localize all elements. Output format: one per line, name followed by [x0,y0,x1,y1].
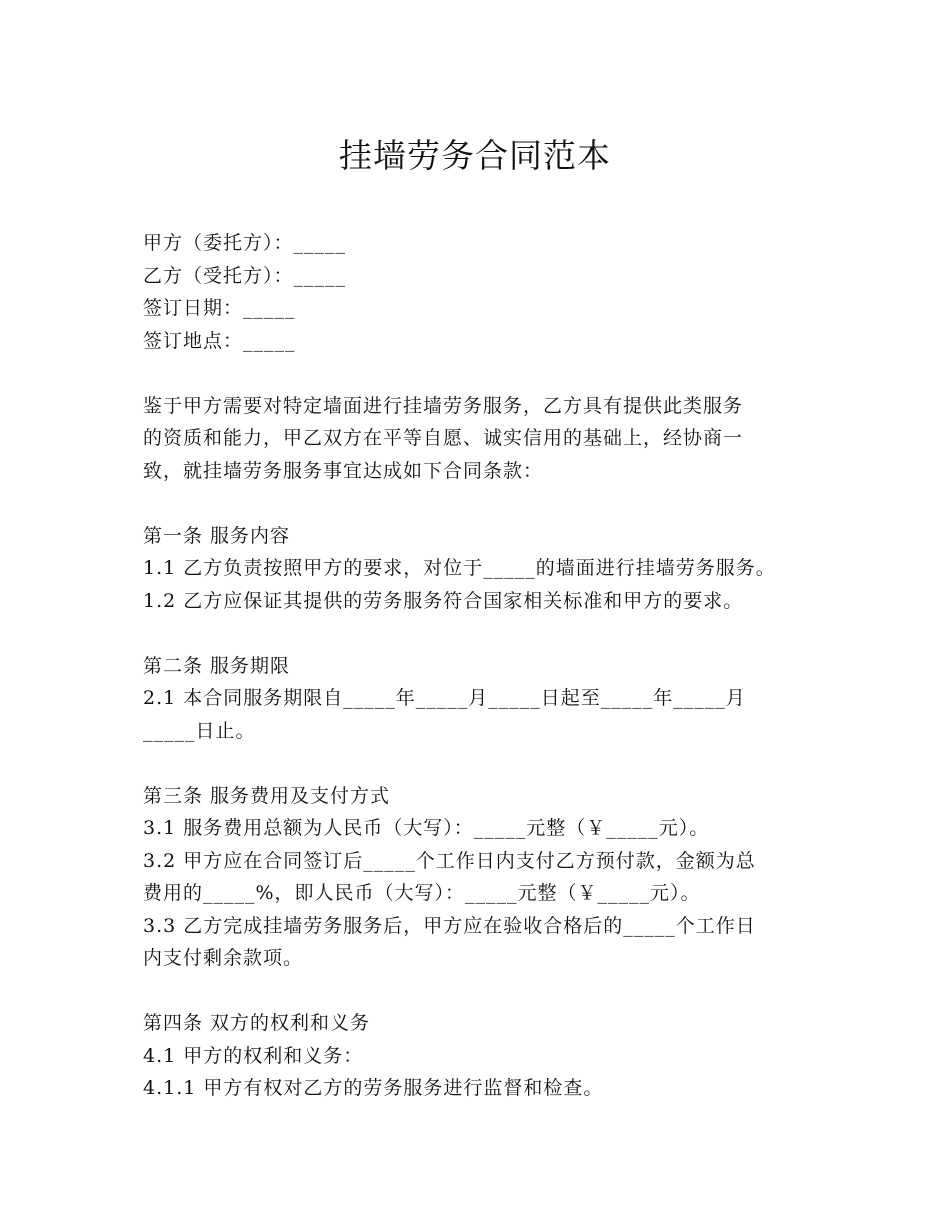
preamble-line: 的资质和能力，甲乙双方在平等自愿、诚实信用的基础上，经协商一 [143,427,744,449]
spacer [143,617,823,650]
signing-date-line: 签订日期：_____ [143,297,296,319]
clause-line: 费用的_____%，即人民币（大写）：_____元整（￥_____元）。 [143,882,701,904]
article-4-heading: 第四条 双方的权利和义务 [143,1012,371,1034]
spacer [143,487,823,520]
clause-line: 1.2 乙方应保证其提供的劳务服务符合国家相关标准和甲方的要求。 [143,589,744,612]
clause-line: 内支付剩余款项。 [143,947,304,969]
clause-line: 4.1.1 甲方有权对乙方的劳务服务进行监督和检查。 [143,1077,604,1099]
clause-line: _____日止。 [143,719,256,742]
clause-line: 2.1 本合同服务期限自_____年_____月_____日起至_____年_____月 [143,687,746,709]
spacer [143,357,823,390]
clause-line: 4.1 甲方的权利和义务： [143,1044,364,1067]
spacer [143,747,823,780]
document-title: 挂墙劳务合同范本 [339,136,611,175]
signing-place-line: 签订地点：_____ [143,329,296,352]
document-body [143,227,823,1105]
article-1-heading: 第一条 服务内容 [143,524,291,547]
article-3-heading: 第三条 服务费用及支付方式 [143,784,391,807]
preamble-line: 致，就挂墙劳务服务事宜达成如下合同条款： [143,459,544,482]
preamble-line: 鉴于甲方需要对特定墙面进行挂墙劳务服务，乙方具有提供此类服务 [143,394,744,417]
clause-line: 3.3 乙方完成挂墙劳务服务后，甲方应在验收合格后的_____个工作日 [143,914,756,937]
party-a-line: 甲方（委托方）：_____ [143,232,347,254]
article-2-heading: 第二条 服务期限 [143,654,291,677]
clause-line: 3.2 甲方应在合同签订后_____个工作日内支付乙方预付款，金额为总 [143,849,756,872]
spacer [143,975,823,1008]
clause-line: 1.1 乙方负责按照甲方的要求，对位于_____的墙面进行挂墙劳务服务。 [143,557,776,579]
clause-line: 3.1 服务费用总额为人民币（大写）：_____元整（￥_____元）。 [143,817,710,839]
party-b-line: 乙方（受托方）：_____ [143,264,347,287]
